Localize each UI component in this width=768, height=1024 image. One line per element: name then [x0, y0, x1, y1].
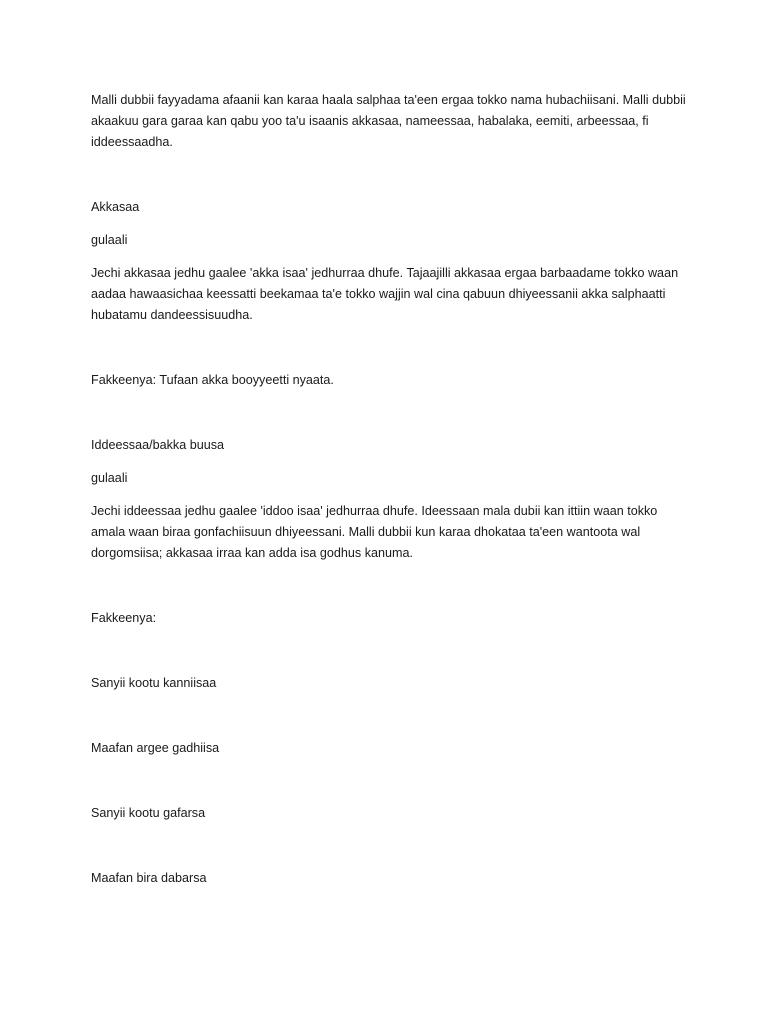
section-iddeessaa: [91, 435, 691, 629]
list-item: Sanyii kootu kanniisaa: [91, 676, 217, 690]
list-item: Maafan argee gadhiisa: [91, 741, 220, 755]
section-heading: Akkasaa: [91, 200, 140, 214]
section-body: Jechi iddeessaa jedhu gaalee 'iddoo isaa' jedhurraa dhufe. Ideessaan mala dubii kan ittiin waan tokko amala waan biraa gonfachiisuun dhiyeessani. Malli dubbii kun karaa dhokataa ta'een wantoota wal dorgomsiisa; akkasaa irraa kan adda isa godhus kanuma.: [91, 504, 658, 560]
examples-list: [91, 673, 691, 889]
intro-paragraph: Malli dubbii fayyadama afaanii kan karaa haala salphaa ta'een ergaa tokko nama hubachiisani. Malli dubbii akaakuu gara garaa kan qabu yoo ta'u isaanis akkasaa, nameessaa, habalaka, eemiti, arbeessaa, fi iddeessaadha.: [91, 93, 686, 149]
list-item: Sanyii kootu gafarsa: [91, 806, 206, 820]
edit-label: gulaali: [91, 233, 128, 247]
list-item: Maafan bira dabarsa: [91, 871, 207, 885]
section-akkasaa: [91, 197, 691, 391]
section-example: Fakkeenya:: [91, 611, 157, 625]
section-example: Fakkeenya: Tufaan akka booyyeetti nyaata.: [91, 373, 334, 387]
document-page: [91, 90, 691, 933]
section-heading: Iddeessaa/bakka buusa: [91, 438, 225, 452]
edit-label: gulaali: [91, 471, 128, 485]
section-body: Jechi akkasaa jedhu gaalee 'akka isaa' jedhurraa dhufe. Tajaajilli akkasaa ergaa barbaadame tokko waan aadaa hawaasichaa keessatti beekamaa ta'e tokko wajjin wal cina qabuun dhiyeessanii akka salphaatti hubatamu dandeessisuudha.: [91, 266, 679, 322]
